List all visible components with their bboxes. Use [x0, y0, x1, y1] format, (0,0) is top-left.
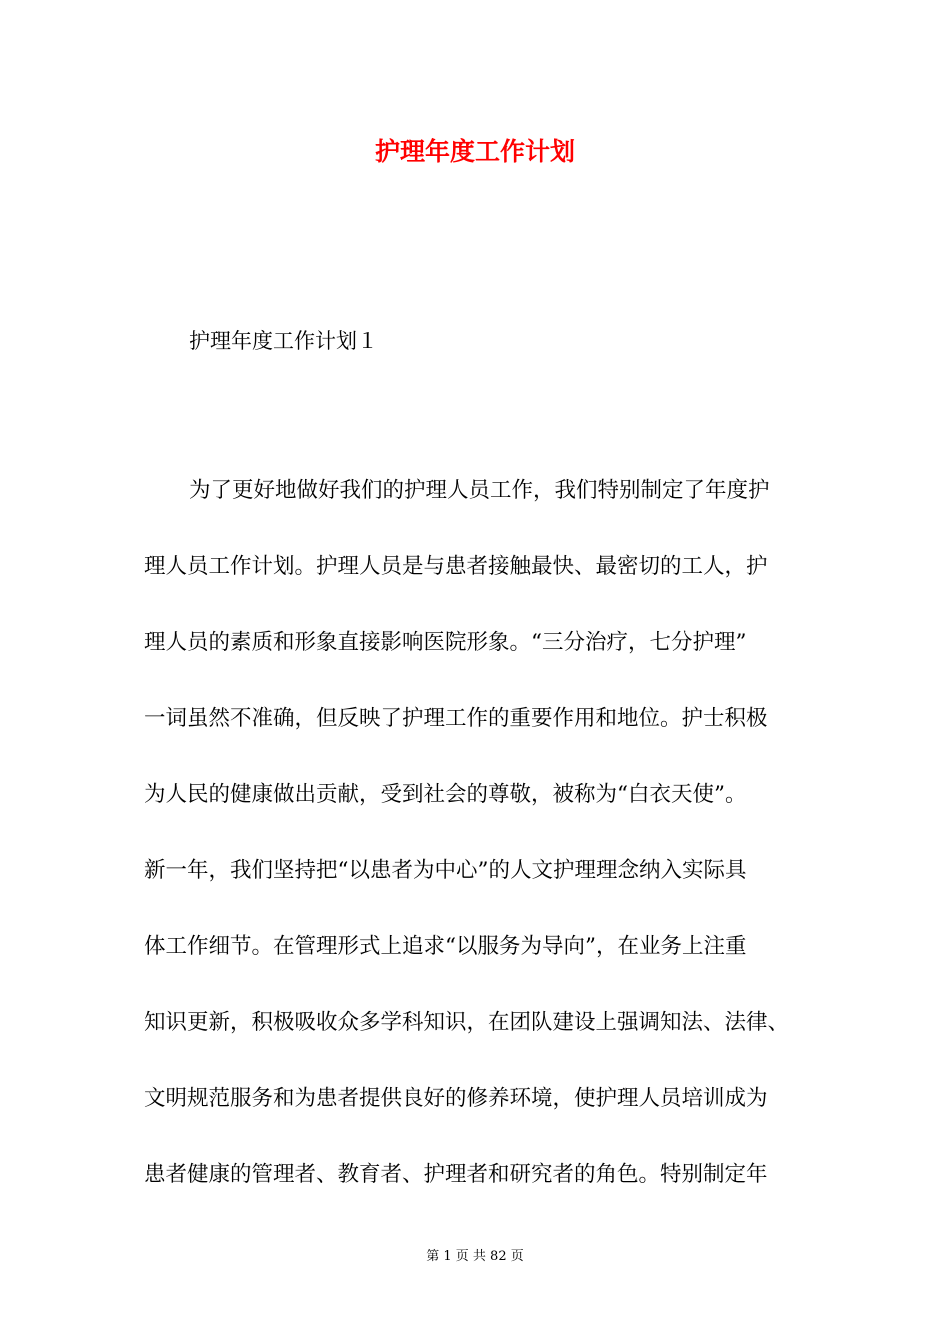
- document-title: 护理年度工作计划: [374, 137, 575, 166]
- paragraph-line: 知识更新，积极吸收众多学科知识，在团队建设上强调知法、法律、: [144, 1010, 790, 1035]
- paragraph-line: 为人民的健康做出贡献，受到社会的尊敬，被称为“白衣天使”。: [144, 782, 747, 807]
- section-heading: 护理年度工作计划１: [189, 329, 378, 353]
- paragraph-line: 理人员工作计划。护理人员是与患者接触最快、最密切的工人，护: [144, 554, 768, 579]
- paragraph-line: 新一年，我们坚持把“以患者为中心”的人文护理理念纳入实际具: [144, 858, 747, 883]
- body-text: [144, 476, 844, 1236]
- paragraph-line: 为了更好地做好我们的护理人员工作，我们特别制定了年度护: [189, 478, 770, 503]
- paragraph-line: 患者健康的管理者、教育者、护理者和研究者的角色。特别制定年: [144, 1162, 768, 1187]
- paragraph-line: 一词虽然不准确，但反映了护理工作的重要作用和地位。护士积极: [144, 706, 768, 731]
- page-number-footer: 第 1 页 共 82 页: [426, 1249, 524, 1264]
- paragraph-line: 体工作细节。在管理形式上追求“以服务为导向”，在业务上注重: [144, 934, 747, 959]
- paragraph-line: 理人员的素质和形象直接影响医院形象。“三分治疗，七分护理”: [144, 630, 747, 655]
- paragraph-line: 文明规范服务和为患者提供良好的修养环境，使护理人员培训成为: [144, 1086, 768, 1111]
